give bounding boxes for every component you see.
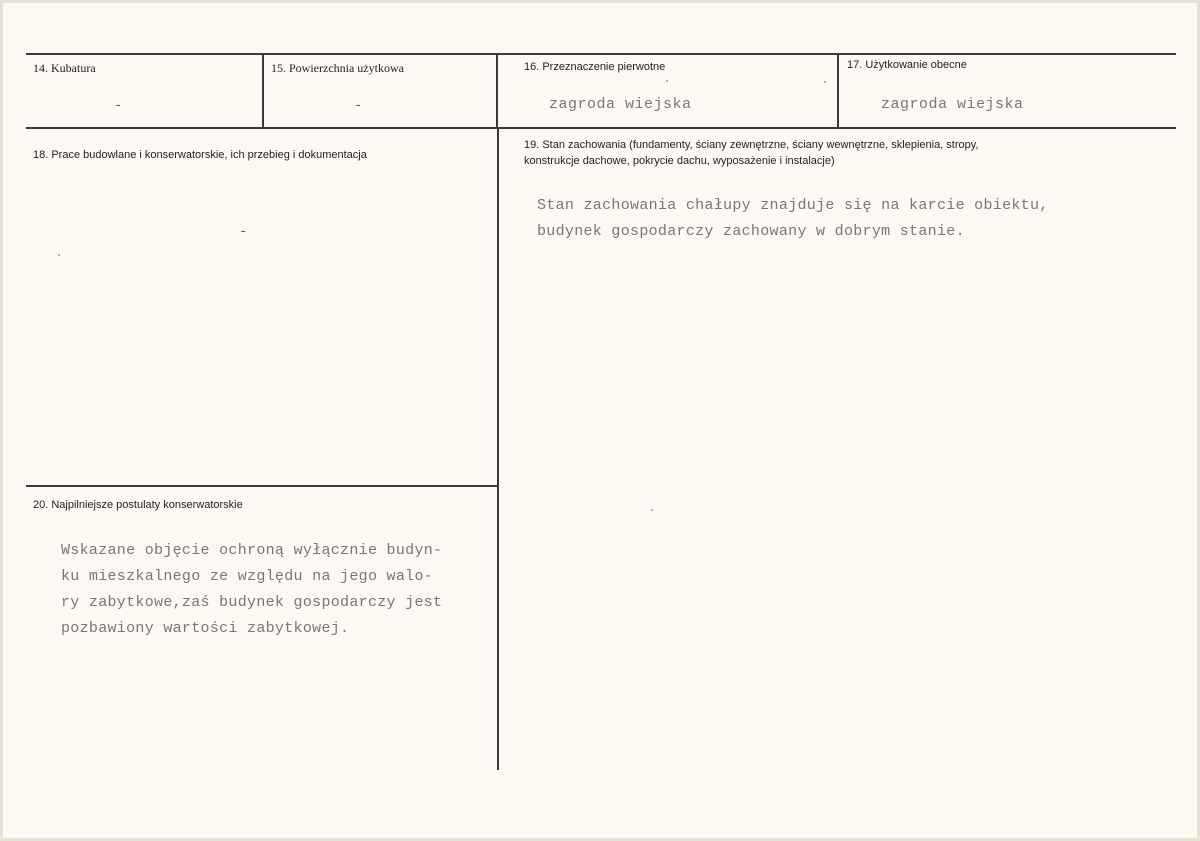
paper-speck [58, 254, 60, 256]
field-17-label: 17. Użytkowanie obecne [847, 59, 967, 71]
field-20-label: 20. Najpilniejsze postulaty konserwatorskie [33, 499, 243, 511]
field-19-text [537, 193, 1049, 245]
field-20-text-line: pozbawiony wartości zabytkowej. [61, 620, 350, 637]
divider-15-16 [496, 53, 498, 127]
field-16-label: 16. Przeznaczenie pierwotne [524, 61, 666, 73]
row1-bottom-rule [26, 127, 1176, 129]
field-18-label: 18. Prace budowlane i konserwatorskie, ich przebieg i dokumentacja [33, 149, 367, 161]
field-20-text-line: ku mieszkalnego ze względu na jego walo- [61, 568, 434, 585]
field-19-text-line: budynek gospodarczy zachowany w dobrym stanie. [537, 223, 965, 240]
field-14-label: 14. Kubatura [33, 61, 96, 75]
section-18-bottom-rule [26, 485, 497, 487]
divider-16-17 [837, 53, 839, 127]
divider-14-15 [262, 53, 264, 127]
field-18-value: - [239, 224, 248, 240]
paper-speck [666, 80, 668, 82]
main-column-divider [497, 127, 499, 770]
field-15-value: - [354, 98, 363, 114]
field-19-text-line: Stan zachowania chałupy znajduje się na karcie obiektu, [537, 197, 1049, 214]
field-14-value: - [114, 98, 123, 114]
field-19-label-line1: 19. Stan zachowania (fundamenty, ściany zewnętrzne, ściany wewnętrzne, sklepienia, stropy, [524, 139, 979, 151]
top-rule [26, 53, 1176, 55]
paper-speck [824, 81, 826, 83]
field-17-value: zagroda wiejska [881, 96, 1024, 113]
field-20-text-line: ry zabytkowe,zaś budynek gospodarczy jest [61, 594, 443, 611]
field-19-label-line2: konstrukcje dachowe, pokrycie dachu, wyposażenie i instalacje) [524, 155, 835, 167]
field-16-value: zagroda wiejska [549, 96, 692, 113]
paper-speck [651, 509, 653, 511]
field-20-text [61, 538, 442, 642]
field-20-text-line: Wskazane objęcie ochroną wyłącznie budyn- [61, 542, 443, 559]
field-15-label: 15. Powierzchnia użytkowa [271, 61, 404, 75]
